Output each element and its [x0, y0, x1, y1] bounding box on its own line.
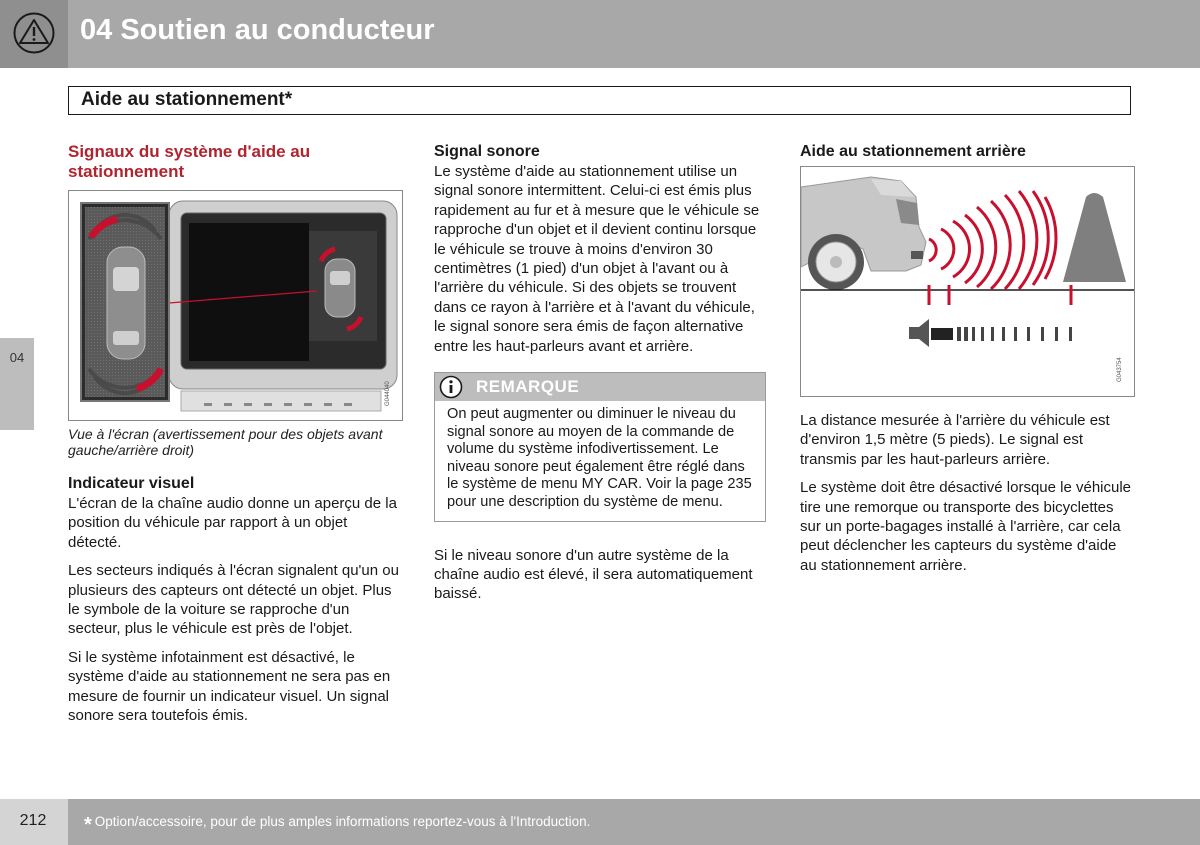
screen-view-figure [68, 190, 403, 421]
section-title: Aide au stationnement* [81, 89, 293, 110]
visual-para-1: L'écran de la chaîne audio donne un aperçu de la position du véhicule par rapport à un objet détecté. [68, 495, 397, 551]
column-right [800, 142, 1134, 575]
chapter-side-tab [0, 338, 34, 430]
sound-para-2: Si le niveau sonore d'un autre système de la chaîne audio est élevé, il sera automatiquement baissé. [434, 546, 753, 603]
page-number: 212 [19, 812, 47, 829]
note-header [435, 373, 765, 401]
visual-para-3: Si le système infotainment est désactivé, le système d'aide au stationnement ne sera pas en mesure de fournir un indicateur visuel. Un signal sonore sera toutefois émis. [68, 648, 391, 725]
side-tab-label: 04 [9, 350, 25, 365]
section-title-box [68, 86, 1131, 115]
page-number-box [0, 799, 68, 845]
rear-assist-heading: Aide au stationnement arrière [800, 143, 1026, 160]
footer-bar [68, 799, 1200, 845]
rear-assist-figure [800, 166, 1135, 397]
rear-para-2: Le système doit être désactivé lorsque le véhicule tire une remorque ou transporte des bicyclettes sur un porte-bagages installé à l'arrière, car cela peut déclencher les capteurs du système d'aide au stationnement arrière. [800, 479, 1132, 574]
info-icon [439, 375, 463, 399]
screen-view-illustration [69, 191, 402, 420]
note-text: On peut augmenter ou diminuer le niveau du signal sonore au moyen de la commande de volume du système infodivertissement. Le niveau sonore peut également être réglé dans le système de menu MY CAR. Voir la page 235 pour une description du système de menu. [447, 406, 752, 511]
rear-assist-illustration [801, 167, 1134, 396]
chapter-title: 04 Soutien au conducteur [80, 14, 435, 46]
chapter-icon-box [0, 0, 68, 68]
column-left [68, 142, 402, 725]
figure-code-2: G043754 [1117, 357, 1123, 382]
note-box [434, 372, 766, 522]
footnote-text: Option/accessoire, pour de plus amples informations reportez-vous à l'Introduction. [94, 814, 591, 829]
figure-code-1: G044040 [385, 381, 391, 406]
signals-heading: Signaux du système d'aide au stationnement [68, 142, 311, 181]
figure-caption: Vue à l'écran (avertissement pour des objets avant gauche/arrière droit) [68, 426, 383, 458]
note-title: REMARQUE [476, 377, 580, 397]
chapter-header [0, 0, 1200, 68]
sound-signal-heading: Signal sonore [434, 143, 540, 160]
visual-para-2: Les secteurs indiqués à l'écran signalent qu'un ou plusieurs des capteurs ont détecté un objet. Plus le symbole de la voiture se rapproche d'un secteur, plus le véhicule est près de l'objet. [68, 562, 399, 638]
rear-para-1: La distance mesurée à l'arrière du véhicule est d'environ 1,5 mètre (5 pieds). Le signal est transmis par les haut-parleurs arrière. [800, 412, 1110, 468]
visual-indicator-heading: Indicateur visuel [68, 475, 195, 492]
warning-triangle-icon [13, 12, 55, 54]
footnote [84, 814, 590, 837]
footnote-star: * [84, 814, 92, 836]
sound-para-1: Le système d'aide au stationnement utilise un signal sonore intermittent. Celui-ci est émis plus rapidement au fur et à mesure que le véhicule se rapproche d'un objet et il devient continu lorsque le véhicule se trouve à moins d'environ 30 centimètres (1 pied) d'un objet à l'avant ou à l'arrière du véhicule. Si des objets se trouvent dans ce rayon à l'arrière et à l'avant du véhicule, le signal sonore sera émis de façon alternative entre les haut-parleurs avant et arrière. [434, 163, 760, 355]
column-middle [434, 142, 768, 604]
